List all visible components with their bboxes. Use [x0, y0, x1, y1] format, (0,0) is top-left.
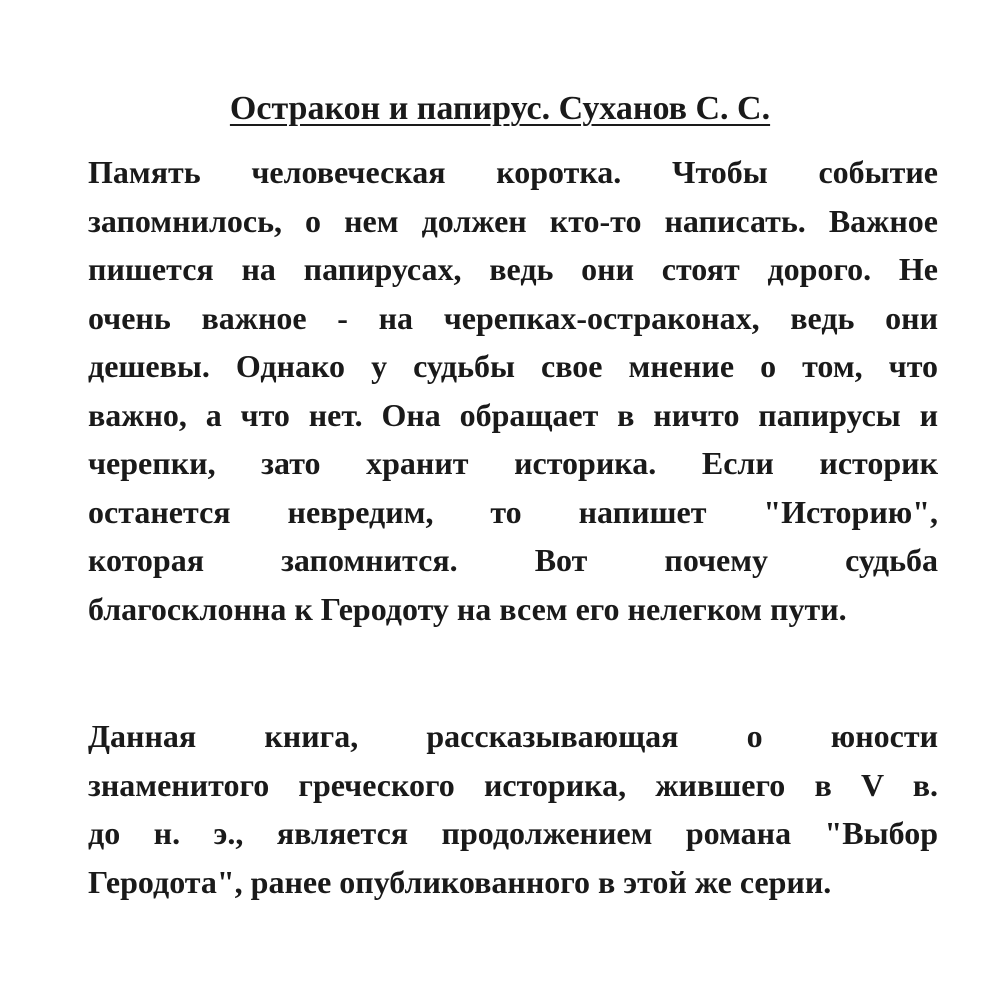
- document-title: Остракон и папирус. Суханов С. С.: [229, 90, 771, 127]
- paragraph-line: Геродота", ранее опубликованного в этой же серии.: [88, 863, 832, 900]
- paragraph-line: важно, а что нет. Она обращает в ничто папирусы и: [88, 396, 938, 433]
- paragraph-line: Данная книга, рассказывающая о юности: [88, 718, 938, 754]
- paragraph-line: до н. э., является продолжением романа "Выбор: [88, 815, 938, 851]
- paragraph-line: дешевы. Однако у судьбы свое мнение о том, что: [88, 348, 938, 384]
- paragraph-line: запомнилось, о нем должен кто-то написать. Важное: [88, 202, 938, 239]
- paragraph-line: благосклонна к Геродоту на всем его нелегком пути.: [88, 590, 847, 627]
- paragraph-line: очень важное - на черепках-остраконах, ведь они: [88, 299, 938, 336]
- paragraph-2: [88, 712, 938, 906]
- paragraph-line: черепки, зато хранит историка. Если историк: [88, 445, 938, 481]
- paragraph-1: [88, 148, 938, 633]
- paragraph-line: знаменитого греческого историка, жившего в V в.: [88, 766, 938, 803]
- paragraph-line: останется невредим, то напишет "Историю",: [88, 493, 938, 530]
- paragraph-line: которая запомнится. Вот почему судьба: [88, 542, 938, 578]
- paragraph-line: Память человеческая коротка. Чтобы событие: [88, 154, 938, 190]
- paragraph-line: пишется на папирусах, ведь они стоят дорого. Не: [88, 251, 938, 287]
